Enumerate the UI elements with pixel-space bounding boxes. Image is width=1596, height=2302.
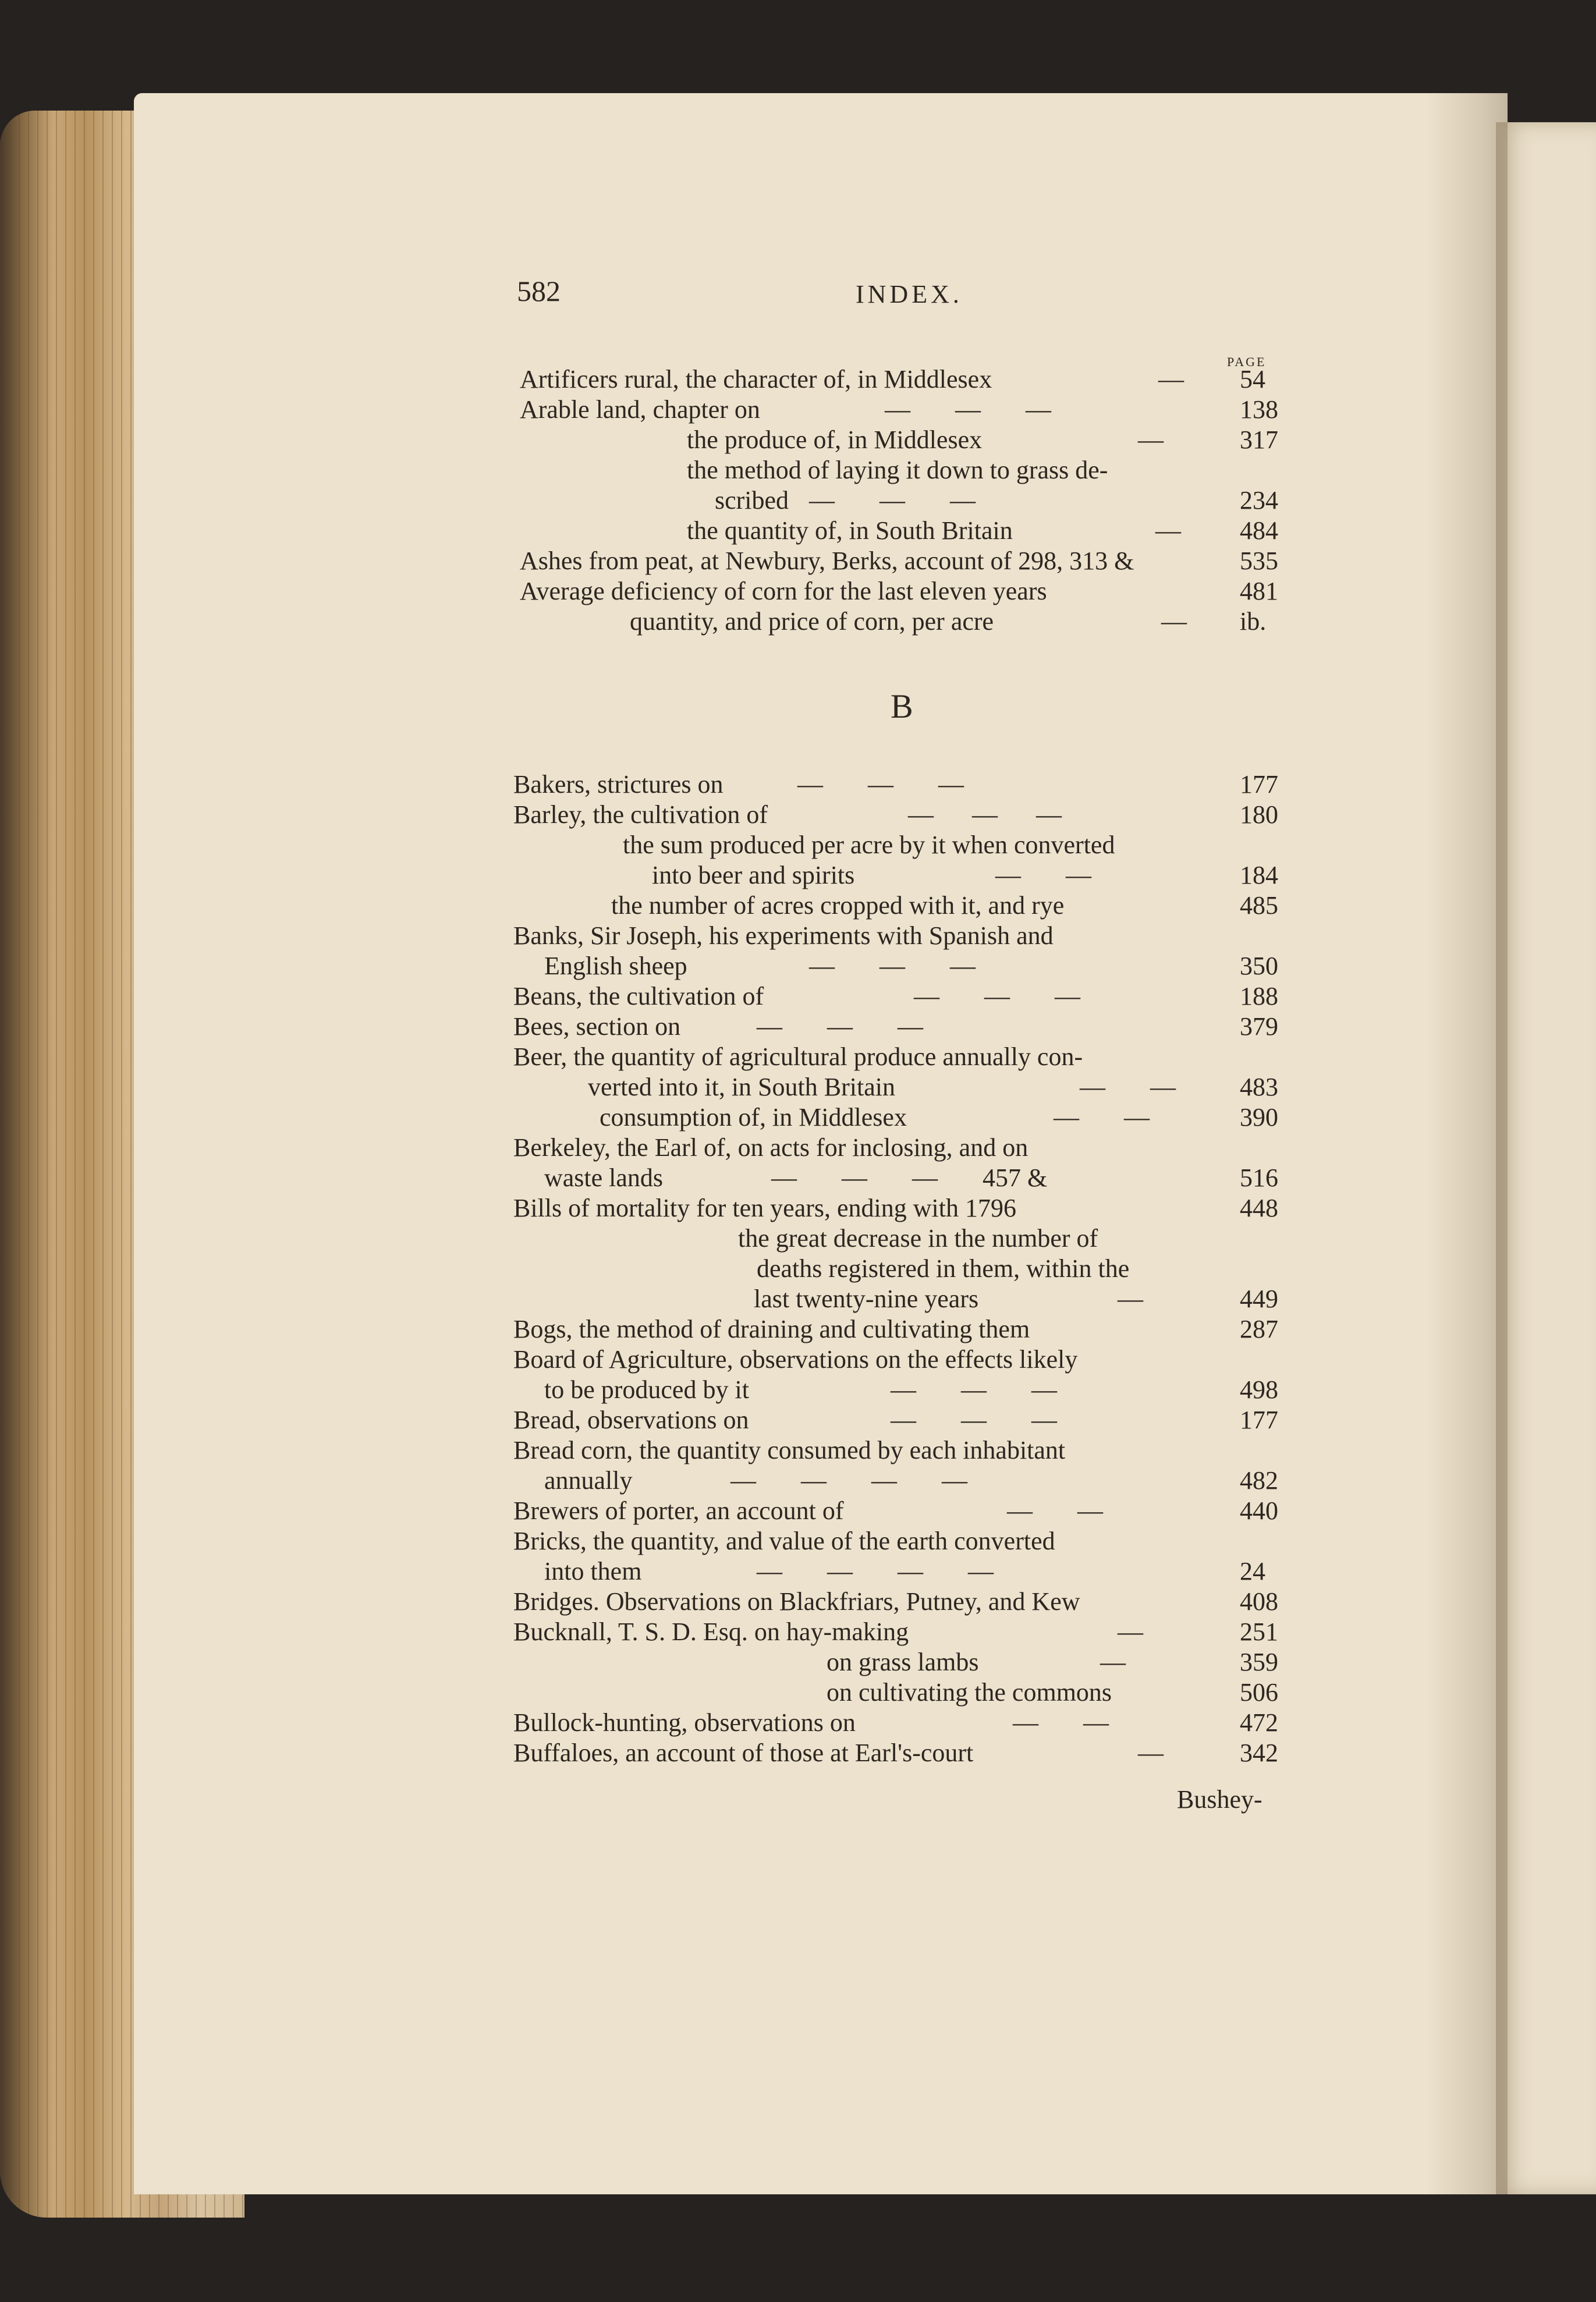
index-entry-leader: — — — 457 & xyxy=(771,1164,1048,1192)
index-entry-page: 138 xyxy=(1240,395,1278,424)
index-entry-page: 483 xyxy=(1240,1073,1278,1101)
index-entry-page: 24 xyxy=(1240,1557,1265,1585)
index-entry-text: on grass lambs xyxy=(827,1648,979,1676)
index-entry-page: 472 xyxy=(1240,1708,1278,1737)
index-entry-text: Beans, the cultivation of xyxy=(513,982,764,1010)
index-entry-text: the quantity of, in South Britain xyxy=(687,516,1013,545)
index-entry-leader: — xyxy=(1138,425,1164,454)
index-entry-page: 449 xyxy=(1240,1285,1278,1313)
index-entry-text: the produce of, in Middlesex xyxy=(687,425,983,454)
index-entry-page: 342 xyxy=(1240,1739,1278,1767)
index-entry-leader: — xyxy=(1161,607,1187,636)
index-entry-text: Ashes from peat, at Newbury, Berks, account of 298, 313 & xyxy=(520,547,1134,575)
index-entry-leader: — — xyxy=(1054,1103,1150,1132)
index-entry-page: 379 xyxy=(1240,1012,1278,1041)
index-entry-page: 54 xyxy=(1240,365,1265,393)
index-entry-page: 234 xyxy=(1240,486,1278,515)
index-entry-page: 359 xyxy=(1240,1648,1278,1676)
index-entry-text: English sheep xyxy=(544,952,687,980)
index-entry-text: the method of laying it down to grass de- xyxy=(687,456,1108,484)
index-entry-page: 180 xyxy=(1240,800,1278,829)
page-number: 582 xyxy=(517,275,561,307)
index-entry-text: verted into it, in South Britain xyxy=(588,1073,895,1101)
index-entry-page: 481 xyxy=(1240,577,1278,605)
index-entry-text: on cultivating the commons xyxy=(827,1678,1112,1707)
index-entry-page: 177 xyxy=(1240,1406,1278,1434)
index-entry-leader: — xyxy=(1118,1618,1143,1646)
section-letter: B xyxy=(891,687,913,725)
index-entry-leader: — xyxy=(1155,516,1181,545)
page-column-label: PAGE xyxy=(1227,354,1267,369)
index-entry-text: Arable land, chapter on xyxy=(520,395,760,424)
index-entry-page: 535 xyxy=(1240,547,1278,575)
index-entry-page: 287 xyxy=(1240,1315,1278,1343)
index-entry-page: 251 xyxy=(1240,1618,1278,1646)
index-entry-page: 188 xyxy=(1240,982,1278,1010)
index-entry-text: the great decrease in the number of xyxy=(738,1224,1098,1253)
index-entry-page: 506 xyxy=(1240,1678,1278,1707)
facing-page-edge xyxy=(1496,122,1596,2194)
index-entry-text: Bakers, strictures on xyxy=(513,770,723,799)
index-entry-leader: — — — xyxy=(908,800,1062,829)
index-entry-text: last twenty-nine years xyxy=(754,1285,979,1313)
index-entry-leader: — — — xyxy=(797,770,964,799)
index-entry-page: 408 xyxy=(1240,1587,1278,1616)
index-entry-page: 485 xyxy=(1240,891,1278,920)
index-entry-text: Barley, the cultivation of xyxy=(513,800,768,829)
index-entry-leader: — — — xyxy=(809,486,976,515)
index-entry-text: Bogs, the method of draining and cultivating them xyxy=(513,1315,1030,1343)
index-entry-leader: — — xyxy=(1007,1496,1103,1525)
index-entry-leader: — xyxy=(1138,1739,1164,1767)
index-entry-text: Bread, observations on xyxy=(513,1406,749,1434)
index-entry-text: Average deficiency of corn for the last eleven years xyxy=(520,577,1047,605)
index-entry-text: Banks, Sir Joseph, his experiments with Spanish and xyxy=(513,921,1054,950)
index-entry-text: Brewers of porter, an account of xyxy=(513,1496,844,1525)
index-entry-text: waste lands xyxy=(544,1164,664,1192)
index-entry-leader: — — xyxy=(995,861,1091,889)
index-entry-leader: — — — — xyxy=(730,1466,967,1495)
index-entry-text: quantity, and price of corn, per acre xyxy=(630,607,994,636)
index-entry-page: 350 xyxy=(1240,952,1278,980)
index-entry-leader: — — xyxy=(1013,1708,1109,1737)
index-entry-page: 482 xyxy=(1240,1466,1278,1495)
index-entry-text: Bullock-hunting, observations on xyxy=(513,1708,856,1737)
index-entry-text: scribed xyxy=(715,486,789,515)
index-entry-leader: — — — xyxy=(757,1012,923,1041)
index-entry-leader: — — — xyxy=(885,395,1051,424)
catchword: Bushey- xyxy=(1177,1785,1262,1814)
index-entry-page: 317 xyxy=(1240,425,1278,454)
index-entry-text: Berkeley, the Earl of, on acts for inclosing, and on xyxy=(513,1133,1028,1162)
index-entry-text: Buffaloes, an account of those at Earl's-court xyxy=(513,1739,974,1767)
index-entry-text: Beer, the quantity of agricultural produce annually con- xyxy=(513,1042,1083,1071)
index-entry-page: 440 xyxy=(1240,1496,1278,1525)
index-entry-text: the number of acres cropped with it, and rye xyxy=(611,891,1065,920)
index-entry-page: 390 xyxy=(1240,1103,1278,1132)
index-entry-leader: — — xyxy=(1080,1073,1176,1101)
index-entry-text: to be produced by it xyxy=(544,1375,749,1404)
index-entry-page: 484 xyxy=(1240,516,1278,545)
index-entry-text: Bricks, the quantity, and value of the earth converted xyxy=(513,1527,1055,1555)
index-entry-leader: — — — xyxy=(891,1406,1057,1434)
index-entry-text: into them xyxy=(544,1557,642,1585)
index-entry-leader: — — — — xyxy=(757,1557,994,1585)
index-entry-page: ib. xyxy=(1240,607,1267,636)
running-head: INDEX. xyxy=(856,280,963,308)
index-entry-text: consumption of, in Middlesex xyxy=(600,1103,907,1132)
page-gutter-shadow xyxy=(1426,93,1508,2194)
index-entry-leader: — — — xyxy=(914,982,1080,1010)
index-entry-text: into beer and spirits xyxy=(652,861,855,889)
index-entry-leader: — xyxy=(1100,1648,1126,1676)
index-entry-page: 448 xyxy=(1240,1194,1278,1222)
index-entry-text: Bills of mortality for ten years, ending with 1796 xyxy=(513,1194,1016,1222)
index-entry-leader: — xyxy=(1118,1285,1143,1313)
index-entry-page: 516 xyxy=(1240,1164,1278,1192)
index-entry-leader: — — — xyxy=(891,1375,1057,1404)
index-entry-leader: — xyxy=(1158,365,1184,393)
index-entry-text: annually xyxy=(544,1466,633,1495)
index-entry-text: the sum produced per acre by it when converted xyxy=(623,831,1115,859)
index-entry-text: Bridges. Observations on Blackfriars, Putney, and Kew xyxy=(513,1587,1080,1616)
index-entry-text: Artificers rural, the character of, in Middlesex xyxy=(520,365,992,393)
index-entry-text: Bread corn, the quantity consumed by each inhabitant xyxy=(513,1436,1066,1464)
index-entry-text: deaths registered in them, within the xyxy=(757,1254,1130,1283)
index-entry-page: 177 xyxy=(1240,770,1278,799)
index-entry-page: 184 xyxy=(1240,861,1278,889)
index-entry-text: Board of Agriculture, observations on the effects likely xyxy=(513,1345,1078,1374)
index-entry-text: Bees, section on xyxy=(513,1012,681,1041)
index-entry-page: 498 xyxy=(1240,1375,1278,1404)
index-entry-leader: — — — xyxy=(809,952,976,980)
index-entry-text: Bucknall, T. S. D. Esq. on hay-making xyxy=(513,1618,909,1646)
